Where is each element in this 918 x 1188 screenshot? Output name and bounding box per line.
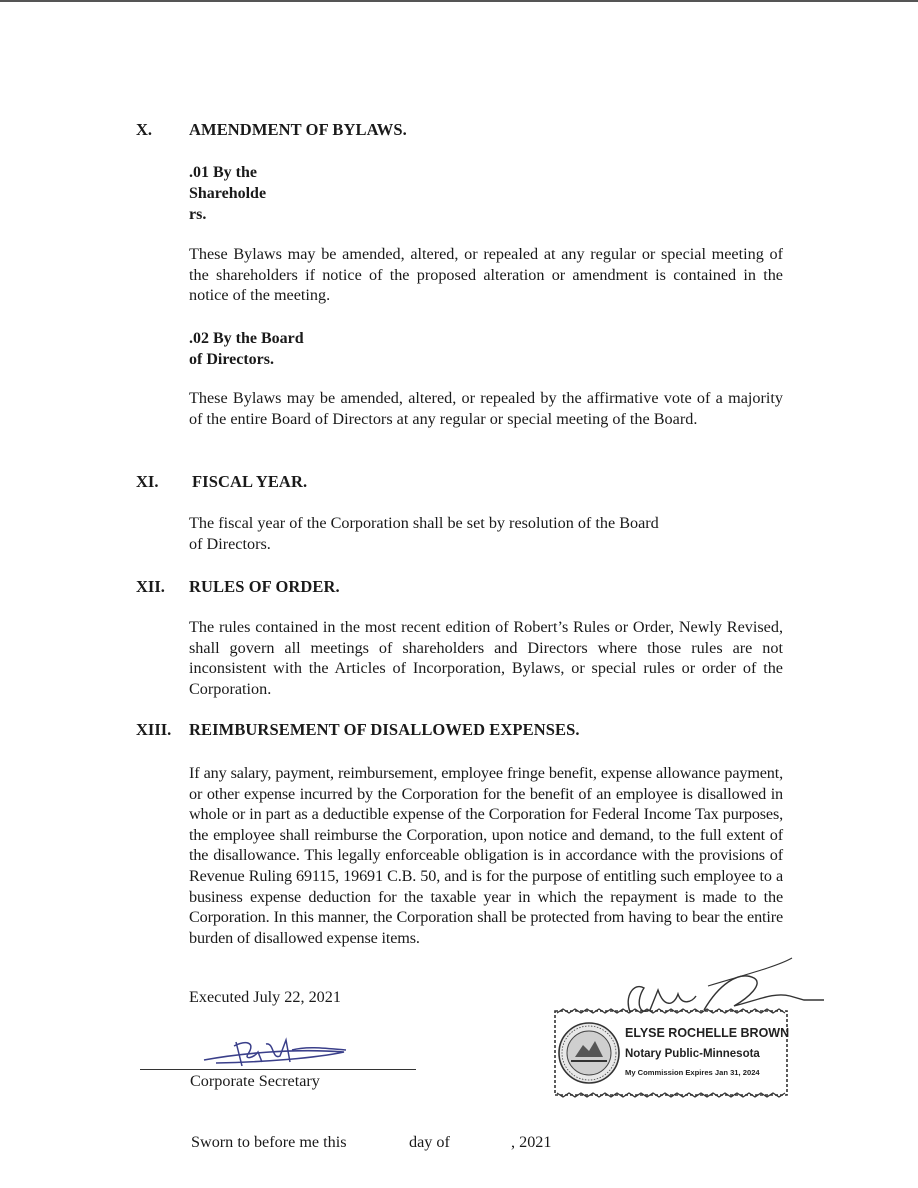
executed-date: Executed July 22, 2021 — [189, 988, 341, 1006]
subsection-01-heading-line: Shareholde — [189, 185, 267, 202]
subsection-01-heading — [189, 162, 329, 225]
section-xi-text — [189, 513, 749, 554]
stamp-title: Notary Public-Minnesota — [625, 1048, 760, 1060]
notary-stamp — [553, 1007, 791, 1099]
section-xiii-number: XIII. — [136, 720, 172, 739]
section-xi-number: XI. — [136, 472, 159, 491]
signature-line — [140, 1069, 416, 1070]
page-top-edge — [0, 0, 918, 2]
secretary-signature — [196, 1032, 361, 1072]
section-xi-text-line: The fiscal year of the Corporation shall be set by resolution of the Board — [189, 514, 659, 532]
subsection-02-heading — [189, 328, 349, 370]
section-xii-number: XII. — [136, 577, 165, 596]
sworn-prefix: Sworn to before me this — [191, 1133, 347, 1151]
section-xi-text-line: of Directors. — [189, 534, 271, 553]
stamp-name: ELYSE ROCHELLE BROWN — [625, 1026, 790, 1040]
section-xiii-title: REIMBURSEMENT OF DISALLOWED EXPENSES. — [189, 720, 580, 739]
subsection-02-text: These Bylaws may be amended, altered, or repealed by the affirmative vote of a majority of the entire Board of Directors at any regular or special meeting of the Board. — [189, 389, 783, 428]
section-xi-title: FISCAL YEAR. — [192, 472, 308, 491]
section-x-number: X. — [136, 120, 153, 139]
sworn-day-of: day of — [409, 1133, 450, 1151]
subsection-02-heading-line: .02 By the Board — [189, 330, 304, 347]
subsection-02-heading-line: of Directors. — [189, 351, 274, 368]
section-x-title: AMENDMENT OF BYLAWS. — [189, 120, 407, 139]
subsection-01-heading-line: rs. — [189, 206, 207, 223]
section-xii-text: The rules contained in the most recent edition of Robert’s Rules or Order, Newly Revised, shall govern all meetings of shareholders and Directors where those rules are not inconsistent with the Articles of Incorporation, Bylaws, or special rules or order of the Corporation. — [189, 618, 783, 698]
sworn-year: , 2021 — [511, 1133, 552, 1151]
subsection-01-heading-line: .01 By the — [189, 164, 257, 181]
signature-caption: Corporate Secretary — [190, 1072, 320, 1090]
subsection-01-text: These Bylaws may be amended, altered, or repealed at any regular or special meeting of the shareholders if notice of the proposed alteration or amendment is contained in the notice of the meeting. — [189, 245, 783, 305]
section-xiii-text: If any salary, payment, reimbursement, employee fringe benefit, expense allowance payment, or other expense incurred by the Corporation for the benefit of an employee is disallowed in whole or in part as a deductible expense of the Corporation for Federal Income Tax purposes, the employee shall reimburse the Corporation, upon notice and demand, to the full extent of the disallowance. This legally enforceable obligation is in accordance with the provisions of Revenue Ruling 69115, 19691 C.B. 50, and is for the purpose of entitling such employee to a business expense deduction for the taxable year in which the repayment is made to the Corporation. In this manner, the Corporation shall be protected from having to bear the entire burden of disallowed expense items. — [189, 764, 783, 947]
stamp-expiry: My Commission Expires Jan 31, 2024 — [625, 1068, 760, 1077]
section-xii-title: RULES OF ORDER. — [189, 577, 340, 596]
